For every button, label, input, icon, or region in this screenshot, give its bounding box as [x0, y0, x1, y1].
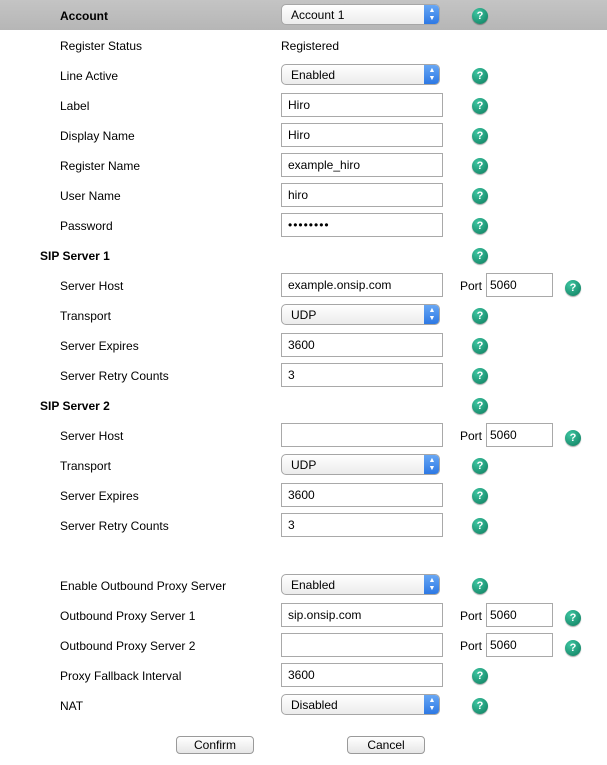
outbound-server-1-row [0, 601, 607, 631]
sip2-retry-label: Server Retry Counts [60, 519, 169, 533]
nat-row [0, 691, 607, 721]
help-icon[interactable]: ? [565, 430, 581, 446]
account-row [0, 1, 607, 31]
sip1-retry-input[interactable]: 3 [281, 363, 443, 387]
help-icon[interactable]: ? [472, 188, 488, 204]
nat-select[interactable] [281, 694, 440, 715]
user-name-label: User Name [60, 189, 121, 203]
password-row [0, 211, 607, 241]
sip2-server-host-row [0, 421, 607, 451]
sip1-server-host-input[interactable]: example.onsip.com [281, 273, 443, 297]
proxy-fallback-row [0, 661, 607, 691]
sip-server-2-title: SIP Server 2 [40, 399, 110, 413]
sip1-server-expires-input[interactable]: 3600 [281, 333, 443, 357]
sip1-server-host-row [0, 271, 607, 301]
sip1-server-host-label: Server Host [60, 279, 124, 293]
account-select[interactable] [281, 4, 440, 25]
help-icon[interactable]: ? [472, 158, 488, 174]
enable-outbound-label: Enable Outbound Proxy Server [60, 579, 227, 593]
proxy-fallback-input[interactable]: 3600 [281, 663, 443, 687]
sip1-port-label: Port [460, 279, 483, 293]
help-icon[interactable]: ? [472, 248, 488, 264]
outbound-port-2-label: Port [460, 639, 483, 653]
display-name-label: Display Name [60, 129, 135, 143]
display-name-input[interactable]: Hiro [281, 123, 443, 147]
select-arrows-icon: ▲ ▼ [424, 64, 440, 85]
nat-label: NAT [60, 699, 84, 713]
sip1-server-expires-row [0, 331, 607, 361]
line-active-row [0, 61, 607, 91]
select-arrows-icon: ▲ ▼ [424, 694, 440, 715]
outbound-port-1-input[interactable]: 5060 [486, 603, 553, 627]
help-icon[interactable]: ? [472, 578, 488, 594]
enable-outbound-value: Enabled [291, 578, 336, 592]
sip2-transport-select[interactable] [281, 454, 440, 475]
help-icon[interactable]: ? [472, 8, 488, 24]
sip2-transport-value: UDP [291, 458, 317, 472]
sip-server-1-title: SIP Server 1 [40, 249, 110, 263]
help-icon[interactable]: ? [472, 128, 488, 144]
help-icon[interactable]: ? [472, 68, 488, 84]
sip1-retry-label: Server Retry Counts [60, 369, 169, 383]
sip1-server-expires-label: Server Expires [60, 339, 139, 353]
help-icon[interactable]: ? [472, 368, 488, 384]
confirm-button[interactable]: Confirm [176, 736, 254, 754]
help-icon[interactable]: ? [472, 98, 488, 114]
sip1-transport-label: Transport [60, 309, 111, 323]
sip2-transport-row [0, 451, 607, 481]
select-arrows-icon: ▲ ▼ [424, 574, 440, 595]
sip2-server-expires-label: Server Expires [60, 489, 139, 503]
sip1-transport-row [0, 301, 607, 331]
enable-outbound-row [0, 571, 607, 601]
label-row [0, 91, 607, 121]
help-icon[interactable]: ? [472, 518, 488, 534]
sip1-port-input[interactable]: 5060 [486, 273, 553, 297]
sip2-server-expires-row [0, 481, 607, 511]
sip2-server-expires-input[interactable]: 3600 [281, 483, 443, 507]
register-status-value: Registered [281, 39, 340, 53]
help-icon[interactable]: ? [472, 458, 488, 474]
password-label: Password [60, 219, 113, 233]
select-arrows-icon: ▲ ▼ [424, 4, 440, 25]
sip-server-2-section [0, 391, 607, 421]
label-input[interactable]: Hiro [281, 93, 443, 117]
outbound-port-1-label: Port [460, 609, 483, 623]
proxy-fallback-label: Proxy Fallback Interval [60, 669, 182, 683]
sip2-server-host-label: Server Host [60, 429, 124, 443]
line-active-select-value: Enabled [291, 68, 336, 82]
account-select-value: Account 1 [291, 8, 345, 22]
help-icon[interactable]: ? [472, 668, 488, 684]
sip2-retry-row [0, 511, 607, 541]
help-icon[interactable]: ? [472, 218, 488, 234]
sip2-server-host-input[interactable] [281, 423, 443, 447]
select-arrows-icon: ▲ ▼ [424, 454, 440, 475]
enable-outbound-select[interactable] [281, 574, 440, 595]
user-name-input[interactable]: hiro [281, 183, 443, 207]
outbound-server-2-row [0, 631, 607, 661]
help-icon[interactable]: ? [472, 698, 488, 714]
label-field-label: Label [60, 99, 90, 113]
register-status-row [0, 31, 607, 61]
sip2-retry-input[interactable]: 3 [281, 513, 443, 537]
sip1-transport-value: UDP [291, 308, 317, 322]
outbound-server-1-input[interactable]: sip.onsip.com [281, 603, 443, 627]
display-name-row [0, 121, 607, 151]
outbound-server-2-label: Outbound Proxy Server 2 [60, 639, 196, 653]
sip-server-1-section [0, 241, 607, 271]
register-status-label: Register Status [60, 39, 143, 53]
account-label: Account [60, 9, 108, 23]
outbound-port-2-input[interactable]: 5060 [486, 633, 553, 657]
register-name-row [0, 151, 607, 181]
sip1-retry-row [0, 361, 607, 391]
cancel-button[interactable]: Cancel [347, 736, 425, 754]
nat-select-value: Disabled [291, 698, 338, 712]
line-active-label: Line Active [60, 69, 119, 83]
help-icon[interactable]: ? [472, 398, 488, 414]
help-icon[interactable]: ? [472, 338, 488, 354]
user-name-row [0, 181, 607, 211]
help-icon[interactable]: ? [472, 488, 488, 504]
help-icon[interactable]: ? [565, 640, 581, 656]
sip1-transport-select[interactable] [281, 304, 440, 325]
sip2-transport-label: Transport [60, 459, 111, 473]
select-arrows-icon: ▲ ▼ [424, 304, 440, 325]
register-name-label: Register Name [60, 159, 141, 173]
password-input[interactable]: •••••••• [281, 213, 443, 237]
register-name-input[interactable]: example_hiro [281, 153, 443, 177]
sip2-port-input[interactable]: 5060 [486, 423, 553, 447]
help-icon[interactable]: ? [565, 610, 581, 626]
line-active-select[interactable] [281, 64, 440, 85]
sip2-port-label: Port [460, 429, 483, 443]
outbound-server-1-label: Outbound Proxy Server 1 [60, 609, 196, 623]
help-icon[interactable]: ? [472, 308, 488, 324]
help-icon[interactable]: ? [565, 280, 581, 296]
outbound-server-2-input[interactable] [281, 633, 443, 657]
